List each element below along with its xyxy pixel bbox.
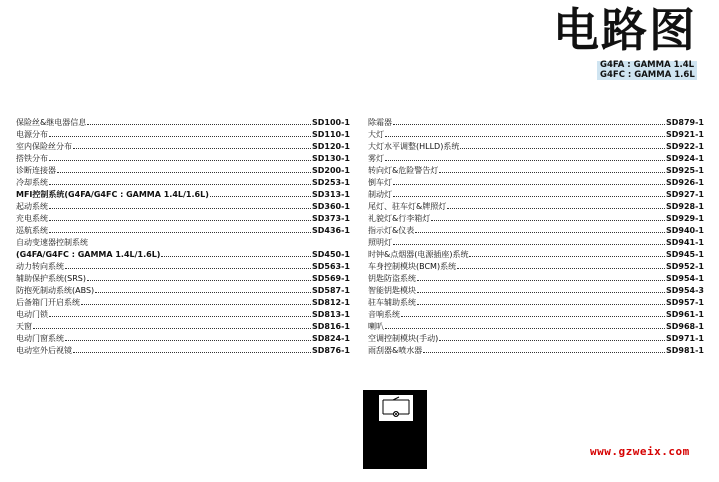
toc-entry[interactable] <box>368 128 704 140</box>
toc-entry[interactable] <box>368 272 704 284</box>
toc-entry-title: (G4FA/G4FC : GAMMA 1.4L/1.6L) <box>16 250 161 259</box>
toc-entry-page: SD926-1 <box>666 178 704 187</box>
dot-leader <box>457 267 665 269</box>
toc-entry-title: 大灯水平调整(HLLD)系统 <box>368 142 460 151</box>
toc-entry-title: 起动系统 <box>16 202 48 211</box>
toc-entry-page: SD130-1 <box>312 154 350 163</box>
dot-leader <box>73 351 311 353</box>
toc-entry-page: SD200-1 <box>312 166 350 175</box>
toc-entry-title: 转向灯&危险警告灯 <box>368 166 439 175</box>
toc-entry-title: 驻车辅助系统 <box>368 298 416 307</box>
dot-leader <box>73 147 311 149</box>
dot-leader <box>417 291 665 293</box>
toc-entry[interactable] <box>16 152 350 164</box>
toc-entry[interactable] <box>368 212 704 224</box>
dot-leader <box>460 147 665 149</box>
toc-entry-page: SD968-1 <box>666 322 704 331</box>
toc-entry-title: 冷却系统 <box>16 178 48 187</box>
model-line-2: G4FC : GAMMA 1.6L <box>600 69 695 80</box>
toc-entry[interactable] <box>368 152 704 164</box>
toc-entry-page: SD120-1 <box>312 142 350 151</box>
toc-entry-title: 尾灯、驻车灯&牌照灯 <box>368 202 447 211</box>
dot-leader <box>49 135 311 137</box>
toc-entry[interactable] <box>16 344 350 356</box>
dot-leader <box>417 303 665 305</box>
toc-entry[interactable] <box>368 332 704 344</box>
dot-leader <box>415 231 665 233</box>
dot-leader <box>393 123 665 125</box>
toc-entry[interactable] <box>368 248 704 260</box>
toc-entry-title: 指示灯&仪表 <box>368 226 415 235</box>
watermark: www.gzweix.com <box>590 445 690 458</box>
toc-entry-title: 自动变速器控制系统 <box>16 238 88 247</box>
toc-entry-title: 电源分布 <box>16 130 48 139</box>
dot-leader <box>49 183 311 185</box>
toc-entry[interactable] <box>16 140 350 152</box>
toc-entry[interactable] <box>368 116 704 128</box>
dot-leader <box>87 123 311 125</box>
dot-leader <box>385 327 665 329</box>
toc-entry-title: 除霜器 <box>368 118 392 127</box>
dot-leader <box>393 183 665 185</box>
dot-leader <box>439 171 665 173</box>
toc-right-column <box>368 116 704 356</box>
dot-leader <box>469 255 665 257</box>
toc-entry-page: SD100-1 <box>312 118 350 127</box>
toc-entry[interactable] <box>368 164 704 176</box>
toc-entry-title: 后备箱门开启系统 <box>16 298 80 307</box>
toc-entry-page: SD954-3 <box>666 286 704 295</box>
dot-leader <box>431 219 665 221</box>
toc-entry-title: 天窗 <box>16 322 32 331</box>
toc-entry[interactable] <box>368 284 704 296</box>
circuit-diagram-icon <box>363 390 427 469</box>
toc-entry-page: SD961-1 <box>666 310 704 319</box>
dot-leader <box>65 267 311 269</box>
toc-entry[interactable] <box>16 260 350 272</box>
toc-entry-title: 电动室外后视镜 <box>16 346 72 355</box>
toc-entry[interactable] <box>368 200 704 212</box>
toc-entry[interactable] <box>16 296 350 308</box>
toc-entry-title: 车身控制模块(BCM)系统 <box>368 262 457 271</box>
toc-entry[interactable] <box>368 260 704 272</box>
toc-entry-title: 防抱死制动系统(ABS) <box>16 286 95 295</box>
toc-entry[interactable] <box>16 320 350 332</box>
dot-leader <box>417 279 665 281</box>
toc-entry-title: 诊断连接器 <box>16 166 56 175</box>
toc-entry-title: 充电系统 <box>16 214 48 223</box>
toc-entry-title: 搭铁分布 <box>16 154 48 163</box>
toc-entry[interactable] <box>368 296 704 308</box>
toc-entry-title: 照明灯 <box>368 238 392 247</box>
toc-entry-page: SD110-1 <box>312 130 350 139</box>
toc-entry-title: 倒车灯 <box>368 178 392 187</box>
dot-leader <box>210 195 311 197</box>
toc-entry[interactable] <box>16 272 350 284</box>
dot-leader <box>49 315 311 317</box>
dot-leader <box>81 303 311 305</box>
toc-entry[interactable] <box>16 128 350 140</box>
dot-leader <box>65 339 311 341</box>
toc-entry-page: SD922-1 <box>666 142 704 151</box>
toc-entry-title: 音响系统 <box>368 310 400 319</box>
dot-leader <box>385 159 665 161</box>
toc-entry-title: 雾灯 <box>368 154 384 163</box>
toc-entry-page: SD587-1 <box>312 286 350 295</box>
toc-entry-page: SD929-1 <box>666 214 704 223</box>
toc-entry[interactable] <box>16 224 350 236</box>
toc-entry[interactable] <box>368 188 704 200</box>
toc-entry-title: 大灯 <box>368 130 384 139</box>
dot-leader <box>447 207 665 209</box>
toc-entry[interactable] <box>16 176 350 188</box>
toc-entry-page: SD360-1 <box>312 202 350 211</box>
toc-entry-title: 雨刮器&喷水器 <box>368 346 423 355</box>
toc-entry-page: SD925-1 <box>666 166 704 175</box>
toc-entry[interactable] <box>16 188 350 200</box>
toc-entry[interactable] <box>368 224 704 236</box>
dot-leader <box>95 291 311 293</box>
dot-leader <box>33 327 311 329</box>
toc-entry-page: SD921-1 <box>666 130 704 139</box>
dot-leader <box>393 195 665 197</box>
dot-leader <box>49 159 311 161</box>
toc-entry-title: 动力转向系统 <box>16 262 64 271</box>
toc-entry-page: SD954-1 <box>666 274 704 283</box>
toc-entry-page: SD812-1 <box>312 298 350 307</box>
page-title: 电路图 <box>553 3 697 57</box>
toc-entry-page: SD813-1 <box>312 310 350 319</box>
toc-entry[interactable] <box>16 308 350 320</box>
dot-leader <box>393 243 665 245</box>
toc-entry[interactable] <box>16 164 350 176</box>
toc-entry-title: MFI控制系统(G4FA/G4FC : GAMMA 1.4L/1.6L) <box>16 190 209 199</box>
toc-entry-title: 室内保险丝分布 <box>16 142 72 151</box>
model-line-1: G4FA : GAMMA 1.4L <box>600 60 695 70</box>
toc-entry-title: 辅助保护系统(SRS) <box>16 274 86 283</box>
toc-entry-page: SD981-1 <box>666 346 704 355</box>
dot-leader <box>87 279 311 281</box>
toc-entry-title: 电动门窗系统 <box>16 334 64 343</box>
toc-entry[interactable] <box>368 176 704 188</box>
toc-entry-page: SD945-1 <box>666 250 704 259</box>
dot-leader <box>49 231 311 233</box>
toc-entry-page: SD450-1 <box>312 250 350 259</box>
toc-entry-title: 巡航系统 <box>16 226 48 235</box>
dot-leader <box>57 171 311 173</box>
toc-entry-page: SD816-1 <box>312 322 350 331</box>
toc-entry-page: SD928-1 <box>666 202 704 211</box>
dot-leader <box>401 315 665 317</box>
toc-entry-page: SD313-1 <box>312 190 350 199</box>
toc-entry[interactable] <box>16 116 350 128</box>
toc-entry-page: SD927-1 <box>666 190 704 199</box>
toc-entry[interactable] <box>16 248 350 260</box>
toc-entry-page: SD436-1 <box>312 226 350 235</box>
toc-entry-page: SD373-1 <box>312 214 350 223</box>
toc-entry-page: SD941-1 <box>666 238 704 247</box>
toc-entry-title: 制动灯 <box>368 190 392 199</box>
toc-entry-title: 喇叭 <box>368 322 384 331</box>
toc-entry-page: SD876-1 <box>312 346 350 355</box>
toc-entry-page: SD563-1 <box>312 262 350 271</box>
toc-entry[interactable] <box>368 320 704 332</box>
toc-entry[interactable] <box>368 140 704 152</box>
dot-leader <box>49 207 311 209</box>
toc-entry[interactable] <box>16 332 350 344</box>
toc-entry-page: SD971-1 <box>666 334 704 343</box>
toc-entry[interactable] <box>16 200 350 212</box>
toc-entry-title: 时钟&点烟器(电源插座)系统 <box>368 250 469 259</box>
engine-model-badge <box>597 61 697 80</box>
dot-leader <box>439 339 665 341</box>
dot-leader <box>49 219 311 221</box>
toc-entry-title: 礼貌灯&行李箱灯 <box>368 214 431 223</box>
toc-entry-title: 保险丝&继电器信息 <box>16 118 87 127</box>
toc-entry-page: SD253-1 <box>312 178 350 187</box>
toc-entry-page: SD879-1 <box>666 118 704 127</box>
toc-left-column <box>16 116 350 356</box>
toc-entry[interactable] <box>16 284 350 296</box>
toc-entry-title: 空调控制模块(手动) <box>368 334 439 343</box>
toc-entry[interactable] <box>368 344 704 356</box>
toc-entry[interactable] <box>16 212 350 224</box>
toc-entry[interactable] <box>368 308 704 320</box>
toc-entry-page: SD957-1 <box>666 298 704 307</box>
toc-entry[interactable] <box>368 236 704 248</box>
dot-leader <box>161 255 311 257</box>
toc-entry-page: SD824-1 <box>312 334 350 343</box>
dot-leader <box>385 135 665 137</box>
toc-entry-page: SD569-1 <box>312 274 350 283</box>
toc-entry[interactable] <box>16 236 350 248</box>
dot-leader <box>423 351 665 353</box>
toc-entry-title: 钥匙防盗系统 <box>368 274 416 283</box>
toc-entry-title: 智能钥匙模块 <box>368 286 416 295</box>
toc-entry-page: SD940-1 <box>666 226 704 235</box>
toc-entry-page: SD924-1 <box>666 154 704 163</box>
toc-entry-page: SD952-1 <box>666 262 704 271</box>
toc-entry-title: 电动门锁 <box>16 310 48 319</box>
